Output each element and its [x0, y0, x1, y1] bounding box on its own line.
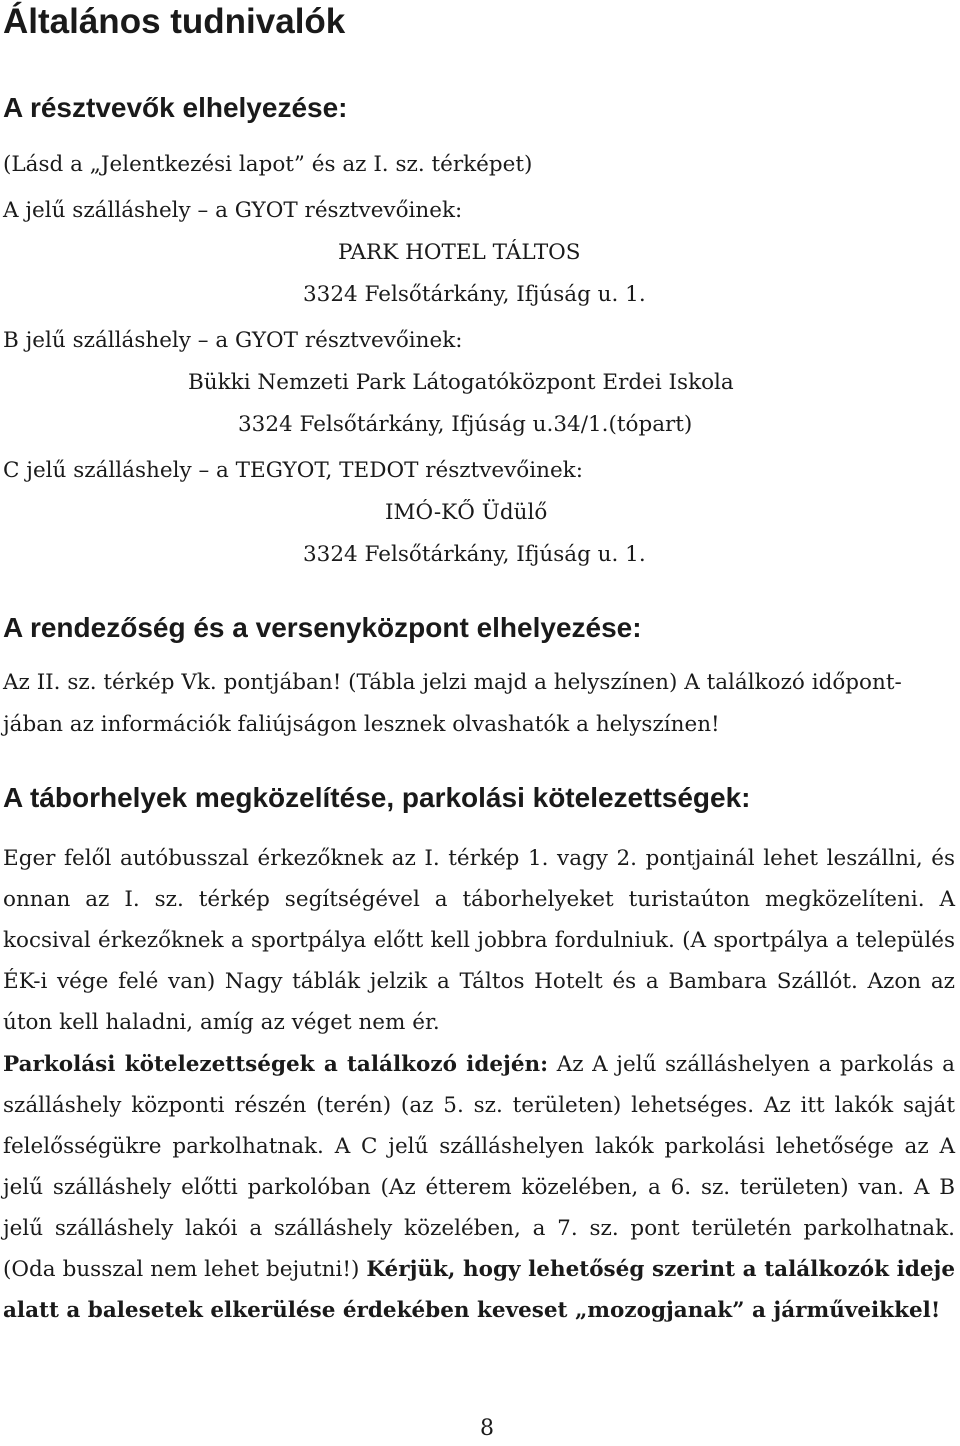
- section-heading-accommodation: A résztvevők elhelyezése:: [3, 92, 348, 123]
- parking-text: [3, 1044, 955, 1331]
- accommodation-c-address: 3324 Felsőtárkány, Ifjúság u. 1.: [303, 542, 646, 567]
- parking-heading: Parkolási kötelezettségek a találkozó idején:: [3, 1052, 549, 1077]
- accommodation-b-name: Bükki Nemzeti Park Látogatóközpont Erdei Iskola: [188, 370, 734, 395]
- accommodation-c-label: C jelű szálláshely – a TEGYOT, TEDOT résztvevőinek:: [3, 458, 583, 483]
- parking-warning: Kérjük, hogy lehetőség szerint a találkozók ideje alatt a balesetek elkerülése érdekében keveset „mozogjanak” a járműveikkel!: [3, 1257, 956, 1323]
- access-text: Eger felől autóbusszal érkezőknek az I. térkép 1. vagy 2. pontjainál lehet leszállni, és onnan az I. sz. térkép segítségével a táborhelyeket turistaúton megközelíteni. A kocsival érkezőknek a sportpálya előtt kell jobbra fordulniuk. (A sportpálya a település ÉK-i vége felé van) Nagy táblák jelzik a Táltos Hotelt és a Bambara Szállót. Azon az úton kell haladni, amíg az véget nem ér.: [3, 846, 955, 1035]
- page-number: 8: [480, 1416, 494, 1441]
- parking-paragraph: [3, 1044, 955, 1331]
- accommodation-b-label: B jelű szálláshely – a GYOT résztvevőinek:: [3, 328, 463, 353]
- accommodation-b-address: 3324 Felsőtárkány, Ifjúság u.34/1.(tópart): [238, 412, 693, 437]
- accommodation-a-name: PARK HOTEL TÁLTOS: [338, 240, 581, 265]
- access-paragraph: [3, 838, 955, 1043]
- page-title: Általános tudnivalók: [3, 2, 346, 41]
- organizers-line-1: Az II. sz. térkép Vk. pontjában! (Tábla jelzi majd a helyszínen) A találkozó időpont-: [3, 670, 902, 695]
- section-heading-organizers: A rendezőség és a versenyközpont elhelyezése:: [3, 612, 642, 643]
- accommodation-a-label: A jelű szálláshely – a GYOT résztvevőinek:: [3, 198, 463, 223]
- accommodation-a-address: 3324 Felsőtárkány, Ifjúság u. 1.: [303, 282, 646, 307]
- organizers-line-2: jában az információk faliújságon lesznek olvashatók a helyszínen!: [3, 712, 720, 737]
- parking-body: Az A jelű szálláshelyen a parkolás a szálláshely központi részén (terén) (az 5. sz. területen) lehetséges. Az itt lakók saját felelősségükre parkolhatnak. A C jelű szálláshelyen lakók parkolási lehetősége az A jelű szálláshely előtti parkolóban (Az étterem közelében, a 6. sz. területen) van. A B jelű szálláshely lakói a szálláshely közelében, a 7. sz. pont területén parkolhatnak. (Oda busszal nem lehet bejutni!): [3, 1052, 955, 1282]
- section-heading-access-parking: A táborhelyek megközelítése, parkolási kötelezettségek:: [3, 782, 751, 813]
- accommodation-c-name: IMÓ-KŐ Üdülő: [385, 500, 548, 525]
- accommodation-intro: (Lásd a „Jelentkezési lapot” és az I. sz. térképet): [3, 152, 533, 177]
